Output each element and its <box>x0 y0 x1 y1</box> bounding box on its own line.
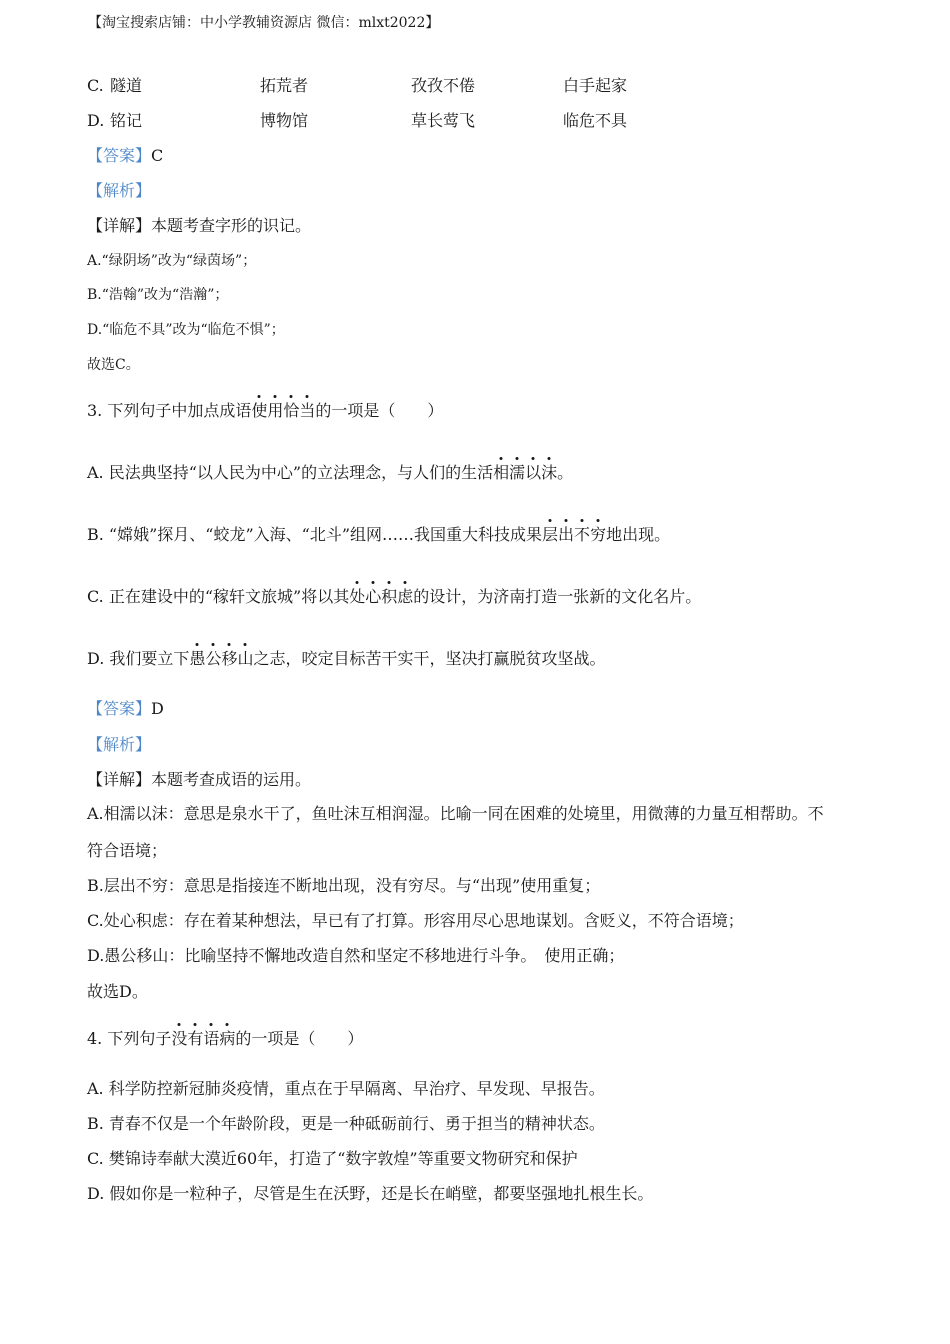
q3-option-c-dotted-char: 虑 <box>397 587 414 606</box>
q3-answer <box>87 698 164 720</box>
q4-stem-dotted-char: 有 <box>187 1029 204 1048</box>
q3-stem-dotted-char: 当 <box>299 401 316 420</box>
q3-option-c-suffix: 的设计，为济南打造一张新的文化名片。 <box>413 587 702 606</box>
q3-explanation-a-cont: 符合语境； <box>87 841 168 860</box>
q3-option-b <box>87 524 670 546</box>
q3-option-a-prefix: A. 民法典坚持“以人民为中心”的立法理念，与人们的生活 <box>87 463 494 482</box>
q3-option-d-dotted-char: 公 <box>205 649 222 668</box>
q3-option-d-dotted-char: 移 <box>221 649 238 668</box>
q2-answer-value: C <box>151 146 164 165</box>
q3-option-d-dotted-char: 愚 <box>189 649 206 668</box>
q2-analysis-tag: 【解析】 <box>87 181 152 200</box>
q4-stem-suffix: 的一项是（ ） <box>235 1029 364 1048</box>
q3-option-b-dotted-char: 层 <box>542 525 559 544</box>
q3-option-d <box>87 648 606 670</box>
q2-correction-b: B.“浩翰”改为“浩瀚”； <box>87 287 229 303</box>
q2-conclusion: 故选C。 <box>87 357 140 373</box>
q2-option-c-word-3: 孜孜不倦 <box>411 76 476 95</box>
q3-option-a-dotted-char: 以 <box>525 463 542 482</box>
q3-explanation-b: B.层出不穷：意思是指接连不断地出现，没有穷尽。与“出现”使用重复； <box>87 876 601 895</box>
q3-stem-suffix: 的一项是（ ） <box>315 401 444 420</box>
q2-option-d-word-4: 临危不具 <box>563 111 628 130</box>
q2-option-c-label: C. <box>87 76 104 95</box>
q2-answer-tag: 【答案】 <box>87 146 152 165</box>
q3-stem-dotted-char: 用 <box>267 401 284 420</box>
q3-option-b-prefix: B. “嫦娥”探月、“蛟龙”入海、“北斗”组网……我国重大科技成果 <box>87 525 543 544</box>
q3-option-c <box>87 586 701 608</box>
q3-stem <box>87 400 443 422</box>
q4-option-d: D. 假如你是一粒种子，尽管是生在沃野，还是长在峭壁，都要坚强地扎根生长。 <box>87 1184 654 1203</box>
q4-stem-dotted-char: 语 <box>203 1029 220 1048</box>
q2-option-d-label: D. <box>87 111 105 130</box>
q2-option-c-word-4: 白手起家 <box>563 76 628 95</box>
q3-explanation-a: A.相濡以沫：意思是泉水干了，鱼吐沫互相润湿。比喻一同在困难的处境里，用微薄的力量互相帮助。不 <box>87 804 824 823</box>
q3-option-c-dotted-char: 处 <box>349 587 366 606</box>
q2-option-d-word-3: 草长莺飞 <box>411 111 476 130</box>
q4-option-b: B. 青春不仅是一个年龄阶段，更是一种砥砺前行、勇于担当的精神状态。 <box>87 1114 605 1133</box>
q3-stem-dotted-char: 恰 <box>283 401 300 420</box>
q2-detail: 【详解】本题考查字形的识记。 <box>87 216 312 235</box>
q3-option-b-dotted-char: 出 <box>558 525 575 544</box>
q3-option-c-dotted-char: 积 <box>381 587 398 606</box>
q3-option-a-dotted-char: 相 <box>493 463 510 482</box>
q3-option-c-dotted-char: 心 <box>365 587 382 606</box>
q3-answer-value: D <box>151 699 164 718</box>
q3-option-d-dotted-char: 山 <box>237 649 254 668</box>
q3-explanation-d: D.愚公移山：比喻坚持不懈地改造自然和坚定不移地进行斗争。 使用正确； <box>87 946 625 965</box>
q3-option-a-suffix: 。 <box>557 463 574 482</box>
q4-stem-dotted-char: 没 <box>171 1029 188 1048</box>
q2-option-c-word-2: 拓荒者 <box>260 76 309 95</box>
q3-stem-prefix: 3. 下列句子中加点成语 <box>87 401 252 420</box>
q3-answer-tag: 【答案】 <box>87 699 152 718</box>
q3-option-a <box>87 462 573 484</box>
q3-option-b-dotted-char: 不 <box>574 525 591 544</box>
q3-analysis-tag: 【解析】 <box>87 735 152 754</box>
q2-option-d-word-1: 铭记 <box>110 111 143 130</box>
q3-option-c-prefix: C. 正在建设中的“稼轩文旅城”将以其 <box>87 587 350 606</box>
q4-option-c: C. 樊锦诗奉献大漠近60年，打造了“数字敦煌”等重要文物研究和保护 <box>87 1149 578 1168</box>
q2-correction-a: A.“绿阴场”改为“绿茵场”； <box>87 253 257 269</box>
q2-correction-d: D.“临危不具”改为“临危不惧”； <box>87 322 285 338</box>
q2-option-c-word-1: 隧道 <box>110 76 143 95</box>
q3-detail: 【详解】本题考查成语的运用。 <box>87 770 312 789</box>
q3-explanation-c: C.处心积虑：存在着某种想法，早已有了打算。形容用尽心思地谋划。含贬义，不符合语境； <box>87 911 744 930</box>
page-header: 【淘宝搜索店铺：中小学教辅资源店 微信：mlxt2022】 <box>88 15 440 31</box>
q3-stem-dotted-char: 使 <box>251 401 268 420</box>
q3-conclusion: 故选D。 <box>87 982 148 1001</box>
q2-option-d-word-2: 博物馆 <box>260 111 309 130</box>
q2-answer <box>87 145 163 167</box>
q3-option-d-prefix: D. 我们要立下 <box>87 649 190 668</box>
q3-option-b-suffix: 地出现。 <box>606 525 671 544</box>
q4-stem <box>87 1028 363 1050</box>
q3-option-b-dotted-char: 穷 <box>590 525 607 544</box>
q4-stem-dotted-char: 病 <box>219 1029 236 1048</box>
q3-option-d-suffix: 之志，咬定目标苦干实干，坚决打赢脱贫攻坚战。 <box>253 649 606 668</box>
q3-option-a-dotted-char: 濡 <box>509 463 526 482</box>
q4-stem-prefix: 4. 下列句子 <box>87 1029 172 1048</box>
q3-option-a-dotted-char: 沫 <box>541 463 558 482</box>
q4-option-a: A. 科学防控新冠肺炎疫情，重点在于早隔离、早治疗、早发现、早报告。 <box>87 1079 605 1098</box>
